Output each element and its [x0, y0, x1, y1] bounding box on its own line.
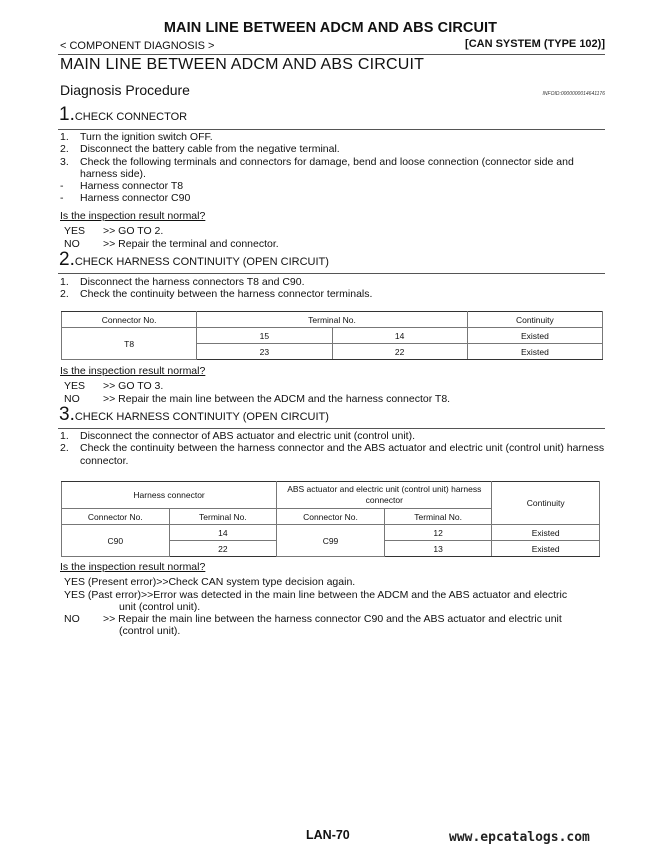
header-title: MAIN LINE BETWEEN ADCM AND ABS CIRCUIT — [163, 20, 498, 36]
connector-cell: C90 — [62, 525, 170, 557]
continuity-cell: Existed — [492, 541, 600, 557]
continuity-header: Continuity — [492, 482, 600, 525]
no-action: >> Repair the terminal and connector. — [103, 238, 279, 250]
instruction-item: 1. Turn the ignition switch OFF. — [60, 131, 213, 143]
yes-action: >> GO TO 3. — [103, 380, 164, 392]
yes-label: YES — [64, 380, 86, 392]
table-header-cell: Connector No. — [277, 509, 385, 525]
terminal-cell: 15 — [197, 328, 332, 344]
continuity-cell: Existed — [467, 344, 602, 360]
terminal-cell: 12 — [384, 525, 492, 541]
continuity-cell: Existed — [492, 525, 600, 541]
instruction-item: 1. Disconnect the harness connectors T8 and C90. — [60, 276, 305, 288]
step-2-heading — [59, 249, 329, 271]
inspection-question: Is the inspection result normal? — [60, 365, 206, 377]
step-title: CHECK HARNESS CONTINUITY (OPEN CIRCUIT) — [74, 411, 329, 423]
step-2-instructions — [60, 276, 606, 301]
instruction-item: 2. Disconnect the battery cable from the negative terminal. — [60, 143, 340, 156]
yes-present-error-action: YES (Present error)>>Check CAN system type decision again. — [64, 576, 356, 588]
terminal-cell: 22 — [169, 541, 277, 557]
instruction-item: 1. Disconnect the connector of ABS actuator and electric unit (control unit). — [60, 430, 416, 442]
step-3-heading — [59, 404, 329, 426]
continuity-table-t8 — [61, 311, 603, 360]
component-diagnosis-label: < COMPONENT DIAGNOSIS > — [60, 40, 215, 52]
instruction-item: - Harness connector T8 — [60, 180, 184, 193]
terminal-cell: 13 — [384, 541, 492, 557]
connector-cell: C99 — [277, 525, 385, 557]
terminal-cell: 14 — [169, 525, 277, 541]
table-header-cell: Connector No. — [62, 509, 170, 525]
table-header-cell: Connector No. — [62, 312, 197, 328]
table-header-cell: Terminal No. — [384, 509, 492, 525]
step-number: 1. — [59, 104, 75, 125]
table-row — [62, 525, 600, 541]
yes-past-error-action-cont: unit (control unit). — [119, 601, 201, 613]
no-action: >> Repair the main line between the ADCM and the harness connector T8. — [103, 393, 451, 405]
no-action: >> Repair the main line between the harness connector C90 and the ABS actuator and electric unit — [103, 613, 562, 625]
watermark: www.epcatalogs.com — [449, 830, 590, 845]
instruction-item: - Harness connector C90 — [60, 192, 191, 205]
continuity-cell: Existed — [467, 328, 602, 344]
step-1-heading — [59, 104, 187, 126]
yes-past-error-action: YES (Past error)>>Error was detected in the main line between the ADCM and the ABS actuator and electric — [64, 589, 568, 601]
inspection-question: Is the inspection result normal? — [60, 561, 206, 573]
table-header-cell: Continuity — [467, 312, 602, 328]
instruction-item: 2. Check the continuity between the harness connector and the ABS actuator and electric unit (control unit) harness connector. — [60, 442, 605, 467]
step-title: CHECK CONNECTOR — [74, 111, 188, 123]
table-row — [62, 328, 603, 344]
inspection-question: Is the inspection result normal? — [60, 210, 206, 222]
harness-connector-group-header: Harness connector — [62, 482, 277, 509]
connector-cell: T8 — [62, 328, 197, 360]
instruction-item: 2. Check the continuity between the harness connector terminals. — [60, 288, 373, 301]
no-label: NO — [64, 393, 80, 405]
page-number: LAN-70 — [306, 828, 350, 842]
step-title: CHECK HARNESS CONTINUITY (OPEN CIRCUIT) — [74, 256, 329, 268]
step-divider — [58, 129, 605, 130]
system-type-label: [CAN SYSTEM (TYPE 102)] — [465, 38, 605, 50]
table-header-cell: Terminal No. — [169, 509, 277, 525]
terminal-cell: 22 — [332, 344, 467, 360]
step-number: 2. — [59, 249, 75, 270]
step-divider — [58, 428, 605, 429]
step-1-instructions — [60, 131, 606, 205]
info-id: INFOID:0000000014641176 — [542, 91, 605, 97]
no-label: NO — [64, 238, 80, 250]
step-number: 3. — [59, 404, 75, 425]
yes-label: YES — [64, 225, 86, 237]
step-divider — [58, 273, 605, 274]
continuity-table-c90-c99 — [61, 481, 600, 557]
terminal-cell: 14 — [332, 328, 467, 344]
yes-action: >> GO TO 2. — [103, 225, 164, 237]
section-title: MAIN LINE BETWEEN ADCM AND ABS CIRCUIT — [60, 56, 425, 73]
no-action-cont: (control unit). — [119, 625, 181, 637]
header-divider — [58, 54, 605, 55]
terminal-cell: 23 — [197, 344, 332, 360]
table-header-cell: Terminal No. — [197, 312, 468, 328]
abs-connector-group-header: ABS actuator and electric unit (control unit) harness connector — [277, 482, 492, 509]
table-group-header-row — [62, 482, 600, 509]
table-header-row — [62, 312, 603, 328]
instruction-item: 3. Check the following terminals and connectors for damage, bend and loose connection (connector side and harness side). — [60, 155, 574, 180]
step-3-instructions — [60, 430, 606, 467]
diagnosis-procedure-heading: Diagnosis Procedure — [60, 82, 190, 98]
no-label: NO — [64, 613, 80, 625]
